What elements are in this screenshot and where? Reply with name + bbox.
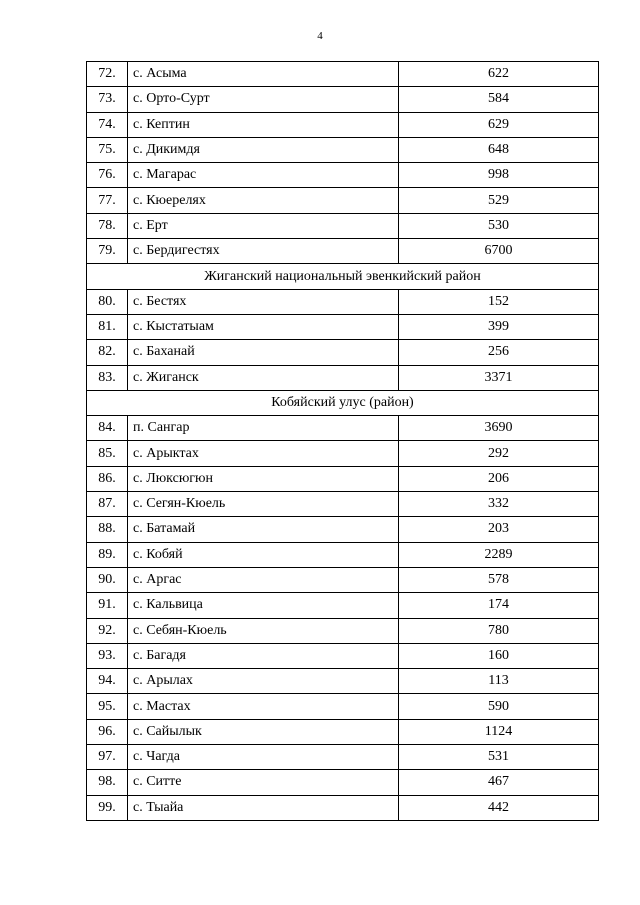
population-cell: 442 [399,795,599,820]
population-cell: 648 [399,137,599,162]
settlement-name-cell: с. Асыма [128,62,399,87]
table-row [87,340,599,365]
settlement-name-cell: с. Дикимдя [128,137,399,162]
table-row [87,669,599,694]
table-row [87,567,599,592]
table-row [87,770,599,795]
row-number-cell: 97. [87,745,128,770]
row-number-cell: 93. [87,643,128,668]
row-number-cell: 75. [87,137,128,162]
population-cell: 206 [399,466,599,491]
table-row [87,517,599,542]
row-number-cell: 85. [87,441,128,466]
row-number-cell: 78. [87,213,128,238]
population-cell: 622 [399,62,599,87]
table-row [87,745,599,770]
population-cell: 160 [399,643,599,668]
settlements-table-body [87,62,599,821]
population-cell: 113 [399,669,599,694]
settlement-name-cell: с. Ерт [128,213,399,238]
row-number-cell: 90. [87,567,128,592]
population-cell: 203 [399,517,599,542]
table-row [87,188,599,213]
population-cell: 584 [399,87,599,112]
row-number-cell: 81. [87,314,128,339]
table-row [87,87,599,112]
row-number-cell: 95. [87,694,128,719]
settlements-table [86,61,599,821]
population-cell: 256 [399,340,599,365]
settlement-name-cell: с. Люксюгюн [128,466,399,491]
table-row [87,112,599,137]
row-number-cell: 84. [87,416,128,441]
table-row [87,416,599,441]
table-row [87,365,599,390]
settlement-name-cell: с. Кобяй [128,542,399,567]
settlement-name-cell: с. Кальвица [128,593,399,618]
row-number-cell: 79. [87,239,128,264]
section-header-row [87,264,599,289]
settlement-name-cell: с. Сайылык [128,719,399,744]
row-number-cell: 76. [87,163,128,188]
row-number-cell: 86. [87,466,128,491]
table-row [87,618,599,643]
table-row [87,466,599,491]
population-cell: 530 [399,213,599,238]
population-cell: 292 [399,441,599,466]
settlement-name-cell: с. Баханай [128,340,399,365]
settlement-name-cell: с. Батамай [128,517,399,542]
settlement-name-cell: с. Кюерелях [128,188,399,213]
settlement-name-cell: с. Бердигестях [128,239,399,264]
population-cell: 332 [399,492,599,517]
table-row [87,694,599,719]
page-number: 4 [317,30,323,42]
table-row [87,643,599,668]
settlement-name-cell: с. Чагда [128,745,399,770]
settlement-name-cell: с. Ситте [128,770,399,795]
row-number-cell: 96. [87,719,128,744]
population-cell: 174 [399,593,599,618]
row-number-cell: 82. [87,340,128,365]
settlement-name-cell: с. Тыайа [128,795,399,820]
table-row [87,441,599,466]
table-row [87,593,599,618]
section-title: Кобяйский улус (район) [87,390,599,415]
row-number-cell: 98. [87,770,128,795]
row-number-cell: 89. [87,542,128,567]
settlement-name-cell: с. Кептин [128,112,399,137]
row-number-cell: 72. [87,62,128,87]
row-number-cell: 83. [87,365,128,390]
row-number-cell: 88. [87,517,128,542]
section-title: Жиганский национальный эвенкийский район [87,264,599,289]
population-cell: 152 [399,289,599,314]
settlement-name-cell: с. Мастах [128,694,399,719]
population-cell: 399 [399,314,599,339]
settlement-name-cell: с. Арылах [128,669,399,694]
row-number-cell: 74. [87,112,128,137]
settlement-name-cell: с. Багадя [128,643,399,668]
row-number-cell: 92. [87,618,128,643]
row-number-cell: 73. [87,87,128,112]
settlement-name-cell: с. Орто-Сурт [128,87,399,112]
settlement-name-cell: с. Себян-Кюель [128,618,399,643]
population-cell: 2289 [399,542,599,567]
table-row [87,213,599,238]
population-cell: 529 [399,188,599,213]
population-cell: 578 [399,567,599,592]
settlement-name-cell: с. Магарас [128,163,399,188]
table-row [87,62,599,87]
table-row [87,163,599,188]
row-number-cell: 80. [87,289,128,314]
population-cell: 590 [399,694,599,719]
table-row [87,289,599,314]
table-row [87,719,599,744]
population-cell: 467 [399,770,599,795]
population-cell: 998 [399,163,599,188]
settlement-name-cell: с. Сегян-Кюель [128,492,399,517]
settlement-name-cell: с. Жиганск [128,365,399,390]
row-number-cell: 91. [87,593,128,618]
table-row [87,239,599,264]
population-cell: 3371 [399,365,599,390]
row-number-cell: 94. [87,669,128,694]
table-row [87,137,599,162]
table-row [87,795,599,820]
population-cell: 1124 [399,719,599,744]
section-header-row [87,390,599,415]
settlement-name-cell: с. Арыктах [128,441,399,466]
population-cell: 780 [399,618,599,643]
row-number-cell: 87. [87,492,128,517]
table-row [87,492,599,517]
table-row [87,542,599,567]
population-cell: 6700 [399,239,599,264]
settlement-name-cell: с. Аргас [128,567,399,592]
population-cell: 531 [399,745,599,770]
settlement-name-cell: с. Кыстатыам [128,314,399,339]
settlement-name-cell: с. Бестях [128,289,399,314]
population-cell: 629 [399,112,599,137]
population-cell: 3690 [399,416,599,441]
row-number-cell: 99. [87,795,128,820]
table-row [87,314,599,339]
settlement-name-cell: п. Сангар [128,416,399,441]
row-number-cell: 77. [87,188,128,213]
